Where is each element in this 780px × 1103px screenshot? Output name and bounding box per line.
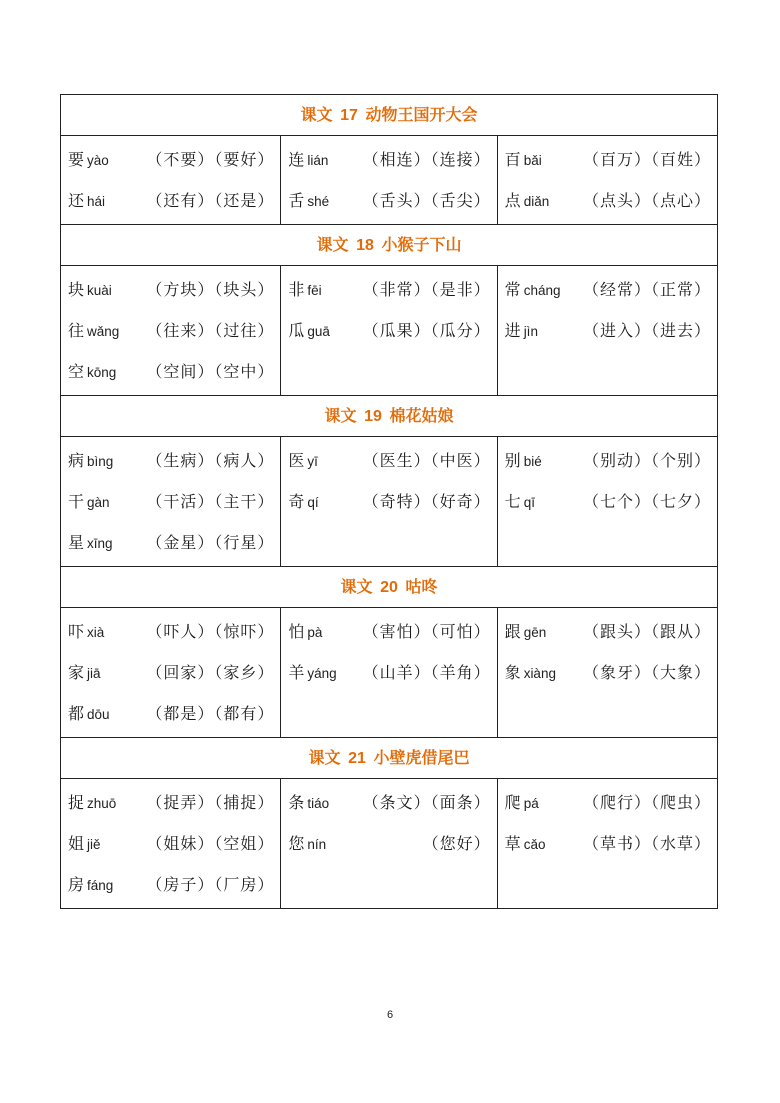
- vocab-entry: [281, 823, 496, 864]
- entry-pinyin: pá: [523, 796, 539, 811]
- vocab-entry: [61, 180, 280, 221]
- lesson-label: 课文: [324, 406, 357, 425]
- entry-pinyin: jiě: [87, 837, 101, 852]
- entry-char: 要: [68, 150, 85, 169]
- entry-words: （姐妹）（空姐）: [146, 834, 275, 853]
- entry-words: （捉弄）（捕捉）: [146, 793, 275, 812]
- entry-pinyin: yáng: [307, 666, 337, 681]
- entry-char: 进: [504, 321, 521, 340]
- entry-pinyin: pà: [307, 625, 323, 640]
- entry-char: 星: [68, 533, 85, 552]
- lesson-column: [497, 437, 717, 566]
- lesson-column: [280, 608, 496, 737]
- entry-char: 跟: [504, 622, 521, 641]
- lesson-title: [61, 566, 717, 607]
- entry-words: （相连）（连接）: [362, 150, 491, 169]
- entry-pinyin: bié: [523, 454, 542, 469]
- entry-head: [68, 139, 109, 181]
- entry-char: 瓜: [288, 321, 305, 340]
- entry-words: （回家）（家乡）: [146, 663, 275, 682]
- entry-pinyin: tiáo: [307, 796, 330, 811]
- entry-pinyin: nín: [307, 837, 327, 852]
- lesson-column: [61, 136, 280, 224]
- entry-words: （生病）（病人）: [146, 451, 275, 470]
- lesson-title: [61, 95, 717, 135]
- entry-words: （别动）（个别）: [582, 451, 711, 470]
- entry-words: （舌头）（舌尖）: [362, 191, 491, 210]
- vocab-entry: [61, 269, 280, 310]
- lesson-column: [497, 779, 717, 908]
- entry-words: （跟头）（跟从）: [582, 622, 711, 641]
- entry-head: [288, 180, 329, 222]
- vocab-entry: [498, 652, 717, 693]
- entry-head: [505, 180, 550, 222]
- lesson-number: 19: [364, 408, 382, 425]
- vocab-entry: [61, 652, 280, 693]
- entry-head: [505, 139, 542, 181]
- vocab-entry: [61, 782, 280, 823]
- lesson-row: [61, 436, 717, 566]
- entry-char: 非: [288, 280, 305, 299]
- entry-head: [288, 823, 326, 865]
- entry-char: 舌: [288, 191, 305, 210]
- entry-char: 条: [288, 793, 305, 812]
- entry-words: （空间）（空中）: [146, 362, 275, 381]
- entry-pinyin: hái: [87, 194, 106, 209]
- entry-words: （爬行）（爬虫）: [582, 793, 711, 812]
- vocab-entry: [498, 269, 717, 310]
- entry-pinyin: zhuō: [87, 796, 117, 811]
- entry-head: [288, 269, 321, 311]
- lesson-column: [280, 136, 496, 224]
- vocab-entry: [61, 310, 280, 351]
- lesson-column: [280, 437, 496, 566]
- entry-head: [68, 611, 104, 653]
- vocab-entry: [281, 269, 496, 310]
- entry-words: （非常）（是非）: [362, 280, 491, 299]
- lesson-column: [61, 608, 280, 737]
- entry-words: （都是）（都有）: [146, 704, 275, 723]
- entry-pinyin: kuài: [87, 283, 112, 298]
- entry-words: （象牙）（大象）: [582, 663, 711, 682]
- entry-head: [505, 611, 547, 653]
- vocab-entry: [281, 652, 496, 693]
- entry-words: （还有）（还是）: [146, 191, 275, 210]
- vocab-entry: [61, 693, 280, 734]
- entry-words: （金星）（行星）: [146, 533, 275, 552]
- entry-char: 连: [288, 150, 305, 169]
- entry-pinyin: shé: [307, 194, 330, 209]
- entry-words: （七个）（七夕）: [582, 492, 711, 511]
- vocab-entry: [61, 139, 280, 180]
- vocab-entry: [61, 823, 280, 864]
- entry-char: 您: [288, 834, 305, 853]
- entry-pinyin: yī: [307, 454, 318, 469]
- entry-head: [68, 693, 110, 735]
- entry-head: [68, 351, 116, 393]
- entry-head: [288, 139, 328, 181]
- vocab-entry: [61, 481, 280, 522]
- entry-words: （瓜果）（瓜分）: [362, 321, 491, 340]
- entry-pinyin: xīng: [87, 536, 113, 551]
- lesson-section: [61, 224, 717, 395]
- entry-char: 家: [68, 663, 85, 682]
- vocab-entry: [281, 782, 496, 823]
- entry-char: 病: [68, 451, 85, 470]
- entry-char: 百: [504, 150, 521, 169]
- entry-words: （经常）（正常）: [582, 280, 711, 299]
- vocab-entry: [498, 611, 717, 652]
- entry-char: 干: [68, 492, 85, 511]
- entry-pinyin: jìn: [523, 324, 538, 339]
- entry-char: 常: [504, 280, 521, 299]
- lesson-column: [61, 266, 280, 395]
- lesson-label: 课文: [300, 105, 333, 124]
- entry-char: 怕: [288, 622, 305, 641]
- entry-pinyin: yào: [87, 153, 109, 168]
- entry-head: [505, 782, 539, 824]
- page-number: 6: [386, 1009, 394, 1021]
- lesson-title: [61, 737, 717, 778]
- lesson-number: 17: [340, 107, 358, 124]
- entry-char: 草: [504, 834, 521, 853]
- entry-pinyin: cháng: [523, 283, 561, 298]
- lesson-column: [61, 437, 280, 566]
- entry-head: [288, 310, 330, 352]
- entry-pinyin: lián: [307, 153, 329, 168]
- vocab-entry: [498, 310, 717, 351]
- lesson-row: [61, 135, 717, 224]
- entry-pinyin: fēi: [307, 283, 322, 298]
- entry-head: [288, 440, 318, 482]
- entry-pinyin: bǎi: [523, 153, 542, 168]
- entry-head: [68, 481, 110, 523]
- entry-pinyin: xiàng: [523, 666, 556, 681]
- vocab-entry: [281, 139, 496, 180]
- entry-head: [68, 864, 113, 906]
- entry-char: 吓: [68, 622, 85, 641]
- lesson-number: 18: [356, 237, 374, 254]
- entry-words: （干活）（主干）: [146, 492, 275, 511]
- vocab-entry: [498, 440, 717, 481]
- lesson-section: [61, 395, 717, 566]
- entry-head: [68, 180, 105, 222]
- entry-words: （不要）（要好）: [146, 150, 275, 169]
- vocab-entry: [281, 440, 496, 481]
- vocab-entry: [61, 351, 280, 392]
- lesson-label: 课文: [340, 577, 373, 596]
- vocab-entry: [498, 782, 717, 823]
- vocab-entry: [498, 823, 717, 864]
- lesson-name: 咕咚: [405, 577, 438, 596]
- entry-head: [505, 310, 538, 352]
- entry-words: （害怕）（可怕）: [362, 622, 491, 641]
- entry-words: （医生）（中医）: [362, 451, 491, 470]
- entry-char: 还: [68, 191, 85, 210]
- lesson-row: [61, 778, 717, 908]
- lesson-row: [61, 265, 717, 395]
- entry-pinyin: dōu: [87, 707, 110, 722]
- entry-words: （进入）（进去）: [582, 321, 711, 340]
- lesson-column: [280, 266, 496, 395]
- entry-head: [68, 440, 113, 482]
- entry-pinyin: guā: [307, 324, 330, 339]
- lesson-column: [497, 266, 717, 395]
- entry-char: 往: [68, 321, 85, 340]
- entry-head: [68, 823, 101, 865]
- entry-head: [505, 823, 546, 865]
- entry-head: [68, 652, 101, 694]
- entry-char: 医: [288, 451, 305, 470]
- lesson-column: [280, 779, 496, 908]
- entry-char: 爬: [504, 793, 521, 812]
- entry-char: 象: [504, 663, 521, 682]
- lesson-title: [61, 224, 717, 265]
- entry-char: 姐: [68, 834, 85, 853]
- vocab-entry: [61, 864, 280, 905]
- entry-char: 房: [68, 875, 85, 894]
- entry-words: （房子）（厂房）: [146, 875, 275, 894]
- entry-words: （百万）（百姓）: [582, 150, 711, 169]
- entry-pinyin: bìng: [87, 454, 114, 469]
- entry-words: （奇特）（好奇）: [362, 492, 491, 511]
- entry-head: [68, 522, 113, 564]
- lesson-column: [61, 779, 280, 908]
- vocabulary-table: [60, 94, 718, 909]
- entry-char: 空: [68, 362, 85, 381]
- entry-head: [288, 611, 322, 653]
- lesson-label: 课文: [308, 748, 341, 767]
- lesson-column: [497, 608, 717, 737]
- entry-head: [288, 652, 336, 694]
- entry-head: [505, 652, 556, 694]
- lesson-number: 20: [380, 579, 398, 596]
- entry-char: 点: [504, 191, 521, 210]
- entry-char: 都: [68, 704, 85, 723]
- lesson-name: 棉花姑娘: [389, 406, 454, 425]
- entry-head: [505, 481, 535, 523]
- entry-pinyin: jiā: [87, 666, 101, 681]
- lesson-name: 小壁虎借尾巴: [373, 748, 470, 767]
- entry-words: （条文）（面条）: [362, 793, 491, 812]
- vocab-entry: [61, 611, 280, 652]
- entry-words: （山羊）（羊角）: [362, 663, 491, 682]
- entry-head: [68, 269, 112, 311]
- entry-pinyin: diǎn: [523, 194, 550, 209]
- entry-pinyin: xià: [87, 625, 105, 640]
- lesson-name: 小猴子下山: [381, 235, 462, 254]
- entry-words: （往来）（过往）: [146, 321, 275, 340]
- entry-head: [505, 269, 561, 311]
- entry-pinyin: qī: [523, 495, 535, 510]
- vocab-entry: [498, 481, 717, 522]
- entry-head: [288, 481, 318, 523]
- vocab-entry: [281, 611, 496, 652]
- entry-head: [288, 782, 329, 824]
- lesson-name: 动物王国开大会: [365, 105, 478, 124]
- vocab-entry: [281, 310, 496, 351]
- entry-pinyin: qí: [307, 495, 319, 510]
- lesson-number: 21: [348, 750, 366, 767]
- entry-char: 块: [68, 280, 85, 299]
- entry-head: [68, 782, 116, 824]
- lesson-section: [61, 566, 717, 737]
- vocab-entry: [61, 522, 280, 563]
- vocab-entry: [498, 180, 717, 221]
- lesson-section: [61, 737, 717, 908]
- entry-head: [68, 310, 119, 352]
- entry-char: 别: [504, 451, 521, 470]
- lesson-label: 课文: [316, 235, 349, 254]
- entry-pinyin: wǎng: [87, 324, 120, 339]
- entry-pinyin: gàn: [87, 495, 110, 510]
- entry-words: （方块）（块头）: [146, 280, 275, 299]
- entry-char: 羊: [288, 663, 305, 682]
- entry-char: 七: [504, 492, 521, 511]
- vocab-entry: [61, 440, 280, 481]
- entry-words: （吓人）（惊吓）: [146, 622, 275, 641]
- vocab-entry: [498, 139, 717, 180]
- entry-pinyin: kōng: [87, 365, 117, 380]
- entry-words: （点头）（点心）: [582, 191, 711, 210]
- entry-char: 奇: [288, 492, 305, 511]
- entry-head: [505, 440, 542, 482]
- vocab-entry: [281, 180, 496, 221]
- vocab-entry: [281, 481, 496, 522]
- lesson-section: [61, 95, 717, 224]
- entry-char: 捉: [68, 793, 85, 812]
- entry-pinyin: fáng: [87, 878, 114, 893]
- entry-words: （您好）: [422, 834, 491, 853]
- lesson-row: [61, 607, 717, 737]
- entry-pinyin: cǎo: [523, 837, 546, 852]
- entry-words: （草书）（水草）: [582, 834, 711, 853]
- entry-pinyin: gēn: [523, 625, 547, 640]
- lesson-title: [61, 395, 717, 436]
- lesson-column: [497, 136, 717, 224]
